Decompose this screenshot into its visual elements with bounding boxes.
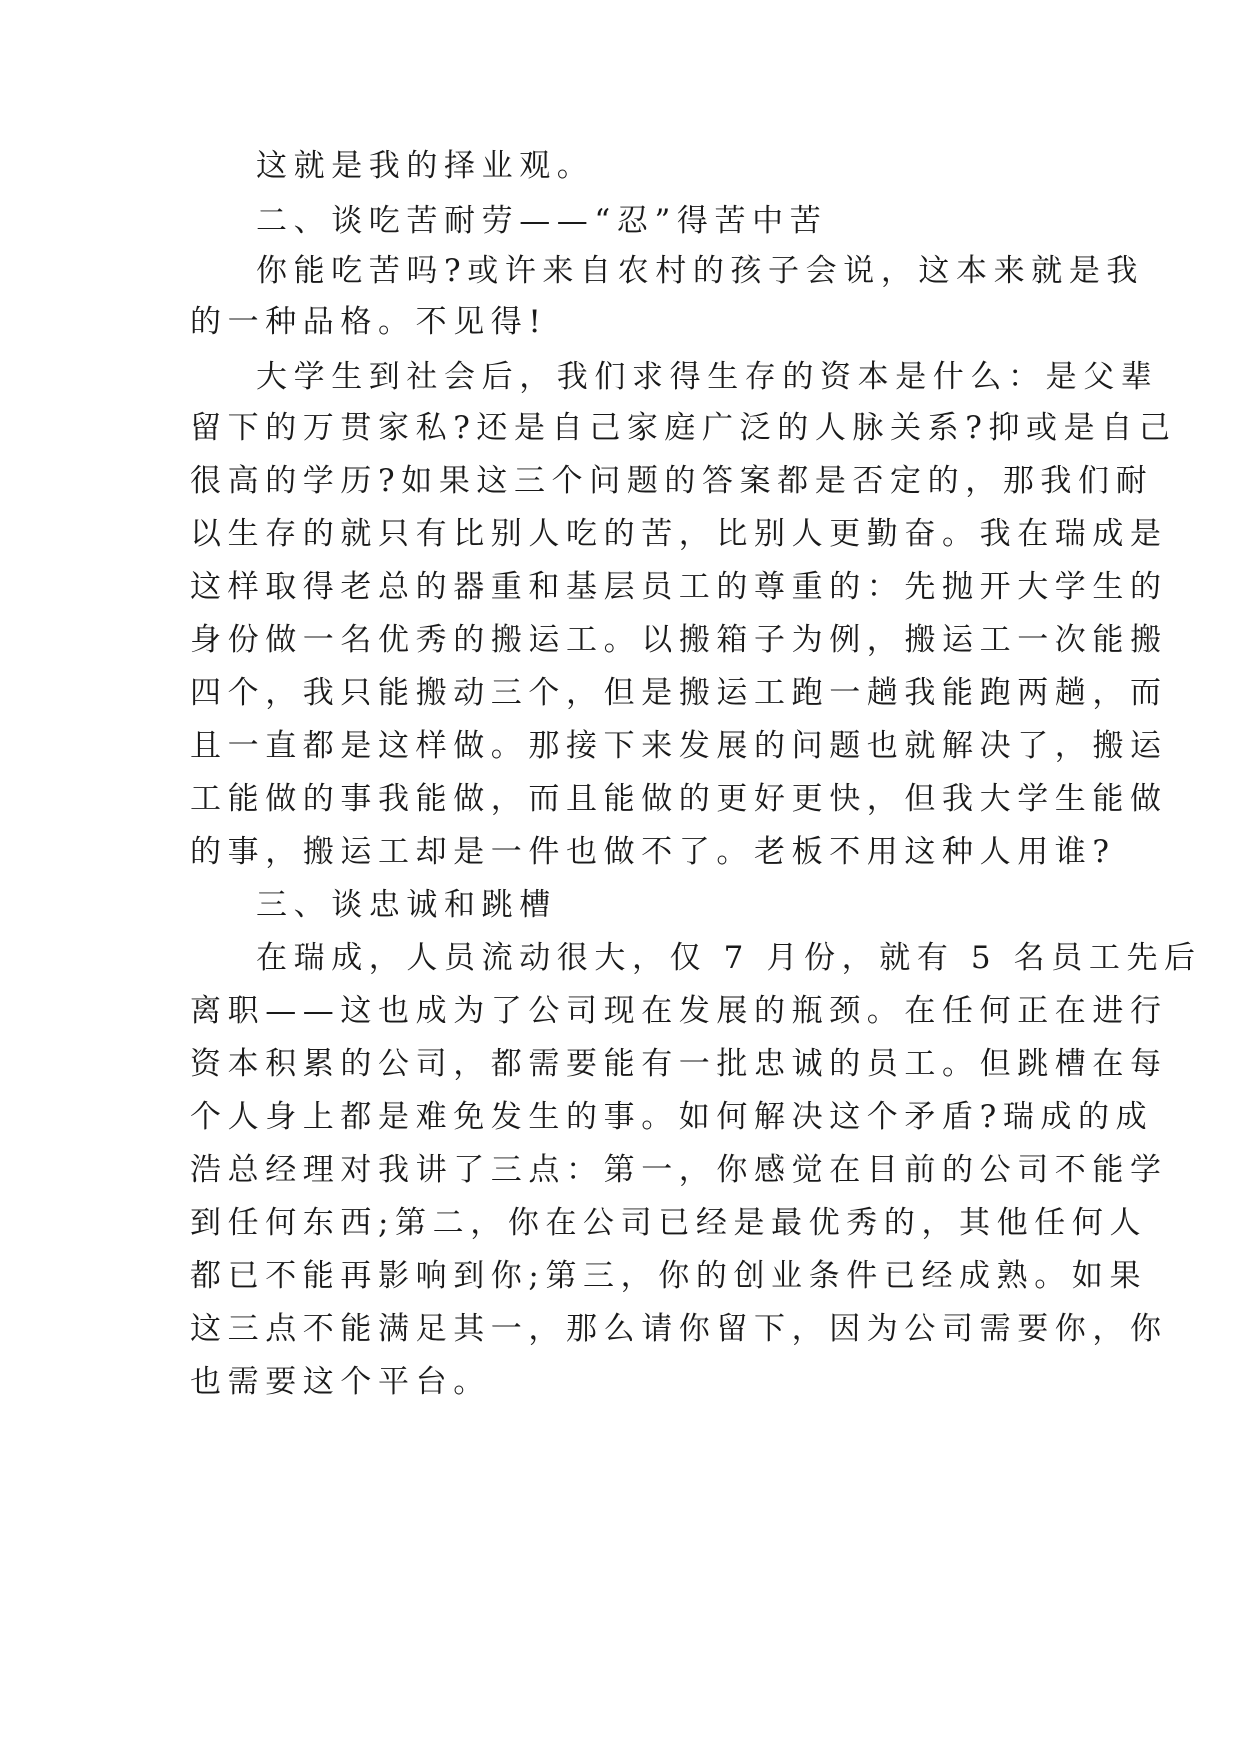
section-heading: 二、谈吃苦耐劳——“忍”得苦中苦 — [256, 203, 828, 239]
section-heading: 三、谈忠诚和跳槽 — [256, 887, 557, 923]
text-line: 你能吃苦吗?或许来自农村的孩子会说，这本来就是我 — [256, 253, 1145, 289]
text-line: 资本积累的公司，都需要能有一批忠诚的员工。但跳槽在每 — [190, 1046, 1168, 1082]
text-line: 大学生到社会后，我们求得生存的资本是什么：是父辈 — [256, 359, 1159, 395]
text-line: 到任何东西;第二，你在公司已经是最优秀的，其他任何人 — [190, 1205, 1148, 1241]
text-line: 离职——这也成为了公司现在发展的瓶颈。在任何正在进行 — [190, 993, 1168, 1029]
text-line: 工能做的事我能做，而且能做的更好更快，但我大学生能做 — [190, 781, 1168, 817]
text-line: 这就是我的择业观。 — [256, 148, 595, 184]
text-line: 个人身上都是难免发生的事。如何解决这个矛盾?瑞成的成 — [190, 1099, 1154, 1135]
text-line: 在瑞成，人员流动很大，仅 7 月份，就有 5 名员工先后 — [256, 940, 1202, 976]
text-line: 很高的学历?如果这三个问题的答案都是否定的，那我们耐 — [190, 463, 1154, 499]
text-line: 留下的万贯家私?还是自己家庭广泛的人脉关系?抑或是自己 — [190, 410, 1177, 446]
text-line: 浩总经理对我讲了三点：第一，你感觉在目前的公司不能学 — [190, 1152, 1168, 1188]
text-line: 四个，我只能搬动三个，但是搬运工跑一趟我能跑两趟，而 — [190, 675, 1168, 711]
text-line: 的一种品格。不见得! — [190, 304, 548, 340]
text-line: 的事，搬运工却是一件也做不了。老板不用这种人用谁? — [190, 834, 1116, 870]
text-line: 这三点不能满足其一，那么请你留下，因为公司需要你，你 — [190, 1311, 1168, 1347]
text-line: 且一直都是这样做。那接下来发展的问题也就解决了，搬运 — [190, 728, 1168, 764]
text-line: 身份做一名优秀的搬运工。以搬箱子为例，搬运工一次能搬 — [190, 622, 1168, 658]
text-line: 也需要这个平台。 — [190, 1364, 491, 1400]
text-line: 这样取得老总的器重和基层员工的尊重的：先抛开大学生的 — [190, 569, 1168, 605]
text-line: 都已不能再影响到你;第三，你的创业条件已经成熟。如果 — [190, 1258, 1148, 1294]
text-line: 以生存的就只有比别人吃的苦，比别人更勤奋。我在瑞成是 — [190, 516, 1168, 552]
